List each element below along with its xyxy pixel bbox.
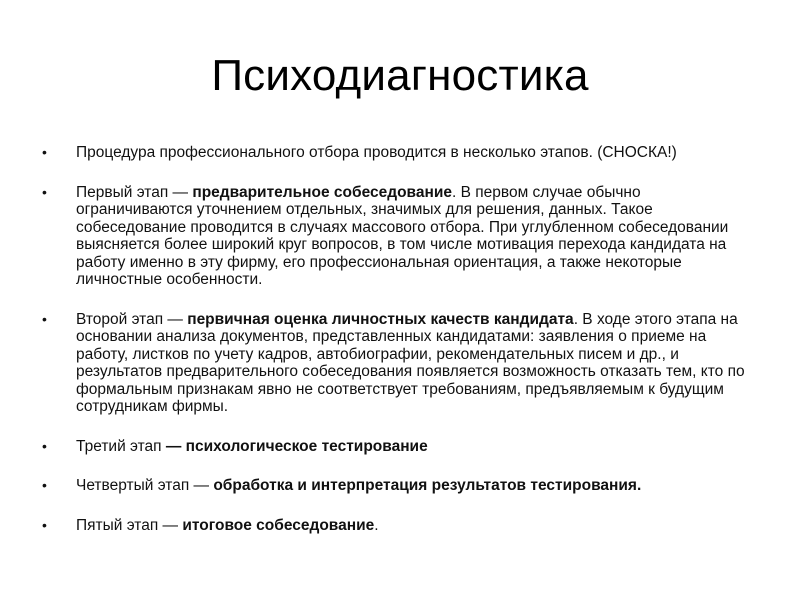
bullet-text-plain: Процедура профессионального отбора проводится в несколько этапов. (СНОСКА!) [76,144,677,161]
bullet-prefix: Третий этап [76,437,166,455]
bullet-text [76,477,754,495]
bullet-icon: • [42,144,47,160]
bullet-text [76,184,754,289]
bullet-text [76,438,754,456]
bullet-prefix: Четвертый этап — [76,477,214,494]
bullet-text [76,144,754,162]
bullet-rest: . [374,516,379,534]
bullet-icon: • [42,437,47,454]
bullet-icon: • [42,516,47,533]
bullet-item-stage-1 [42,184,754,289]
bullet-item-procedure [42,144,754,162]
bullet-prefix: Пятый этап — [76,516,183,534]
bullet-list [42,144,754,534]
bullet-item-stage-2 [42,311,754,416]
bullet-icon: • [42,183,47,200]
bullet-emphasis: предварительное собеседование [192,183,452,201]
page-title: Психодиагностика [211,51,589,100]
bullet-icon: • [42,477,47,493]
bullet-emphasis: — психологическое тестирование [165,437,428,455]
bullet-item-stage-4 [42,477,754,495]
bullet-rest: . В ходе этого этапа на основании анализа документов, представленных кандидатами: заявления о приеме на работу, листков по учету кадров, автобиографии, рекомендательных писем и др., и результатов предварительного собеседования появляется возможность отказать тем, кто по формальным признакам явно не соответствует требованиям, предъявляемым к будущим сотрудникам фирмы. [76,310,745,415]
bullet-text [76,517,754,535]
bullet-item-stage-5 [42,517,754,535]
bullet-rest: . В первом случае обычно ограничиваются уточнением отдельных, значимых для решения, данных. Такое собеседование проводится в случаях массового отбора. При углубленном собеседовании выясняется более широкий круг вопросов, в том числе мотивация перехода кандидата на работу именно в эту фирму, его профессиональная ориентация, а также некоторые личностные особенности. [76,183,729,288]
bullet-prefix: Второй этап — [76,310,188,328]
bullet-prefix: Первый этап — [76,183,193,201]
bullet-emphasis: обработка и интерпретация результатов тестирования. [213,477,642,494]
bullet-item-stage-3 [42,438,754,456]
bullet-icon: • [42,310,47,327]
bullet-emphasis: первичная оценка личностных качеств кандидата [187,310,574,328]
bullet-text [76,311,754,416]
bullet-emphasis: итоговое собеседование [182,516,375,534]
